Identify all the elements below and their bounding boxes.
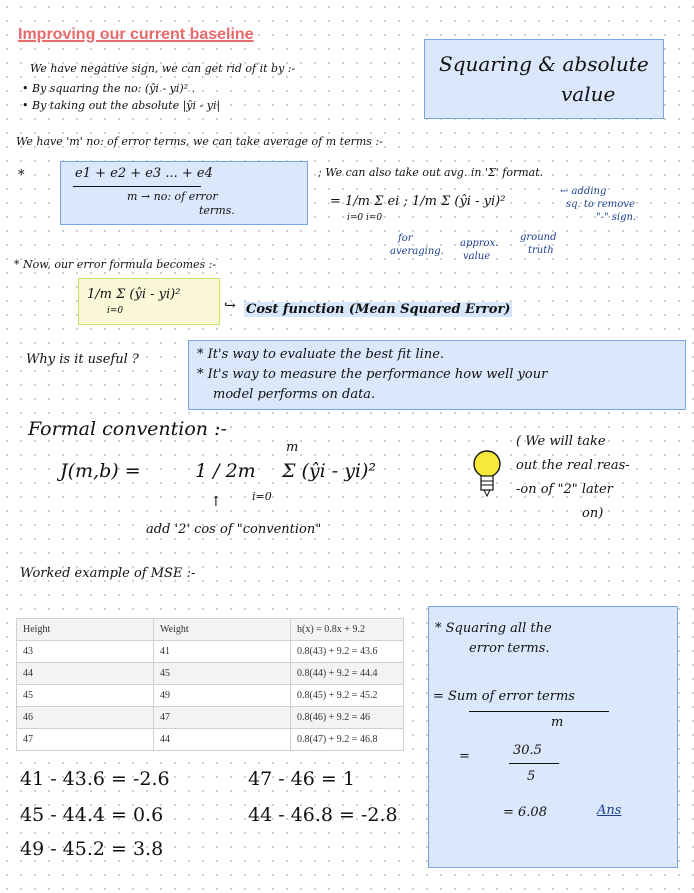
calc-row-4: 44 - 46.8 = -2.8 <box>248 804 398 826</box>
calc-row-1: 41 - 43.6 = -2.6 <box>20 768 170 790</box>
minus-sign-note: "-" sign. <box>596 212 637 223</box>
formal-convention-heading: Formal convention :- <box>28 418 227 440</box>
table-cell: 0.8(43) + 9.2 = 43.6 <box>291 641 404 663</box>
table-cell: 0.8(45) + 9.2 = 45.2 <box>291 685 404 707</box>
sign-note-bullet-square: • By squaring the no: (ŷi - yi)² . <box>22 82 196 95</box>
table-row <box>17 663 404 685</box>
up-arrow-icon: ↑ <box>210 494 222 510</box>
error-formula-box <box>78 278 220 325</box>
column-header-hx: h(x) = 0.8x + 9.2 <box>291 619 404 641</box>
sigma-limits: i=0 i=0 <box>347 213 383 223</box>
formal-sum-bottom: i=0 <box>252 490 272 503</box>
sign-note-intro: We have negative sign, we can get rid of it by :- <box>30 62 296 75</box>
table-cell: 41 <box>154 641 291 663</box>
error-formula-expr: 1/m Σ (ŷi - yi)² <box>87 287 181 302</box>
squaring-absolute-line1: Squaring & absolute <box>439 52 649 76</box>
table-cell: 46 <box>17 707 154 729</box>
ground-note: ground <box>520 232 557 243</box>
page-title: Improving our current baseline <box>18 26 254 43</box>
why-useful-point3: model performs on data. <box>213 387 376 402</box>
formal-sum: Σ (ŷi - yi)² <box>282 460 377 482</box>
truth-note: truth <box>528 245 554 256</box>
error-formula-limits: i=0 <box>107 306 124 316</box>
table-cell: 44 <box>154 729 291 751</box>
calc-row-5: 49 - 45.2 = 3.8 <box>20 838 164 860</box>
formal-add2-note: add '2' cos of "convention" <box>146 522 322 537</box>
table-row <box>17 641 404 663</box>
calc-row-3: 45 - 44.4 = 0.6 <box>20 804 164 826</box>
formal-note-line4: on) <box>582 506 604 521</box>
squaring-absolute-line2: value <box>561 82 616 106</box>
table-row <box>17 729 404 751</box>
cost-function-label <box>244 302 512 317</box>
sum-denominator-m: m <box>551 715 564 730</box>
sigma-formula: = 1/m Σ ei ; 1/m Σ (ŷi - yi)² <box>330 194 506 209</box>
mse-table <box>16 618 404 751</box>
approx-note: approx. <box>460 238 499 249</box>
squaring-sum-box <box>428 606 678 868</box>
table-row <box>17 685 404 707</box>
column-header-height: Height <box>17 619 154 641</box>
average-box <box>60 161 308 225</box>
value-note: value <box>463 251 491 262</box>
sq-remove-note: sq. to remove <box>566 199 635 210</box>
mse-result: = 6.08 <box>503 805 547 820</box>
table-row <box>17 707 404 729</box>
arrow-icon: ↪ <box>224 298 236 314</box>
star-marker: * <box>18 168 25 183</box>
table-cell: 0.8(47) + 9.2 = 46.8 <box>291 729 404 751</box>
formal-frac: 1 / 2m <box>195 460 256 482</box>
cost-function-text: Cost function (Mean Squared Error) <box>246 302 511 317</box>
squaring-line1: * Squaring all the <box>435 621 552 636</box>
why-useful-box <box>188 340 686 410</box>
fraction-bar <box>469 711 609 712</box>
squaring-line2: error terms. <box>469 641 550 656</box>
sum-denominator: 5 <box>527 769 536 784</box>
table-cell: 45 <box>17 685 154 707</box>
why-useful-point2: * It's way to measure the performance how well your <box>197 367 548 382</box>
fraction-bar <box>73 186 201 187</box>
average-denominator-note2: terms. <box>199 204 235 217</box>
average-denominator-note: m → no: of error <box>127 190 218 203</box>
table-cell: 43 <box>17 641 154 663</box>
formal-note-line2: out the real reas- <box>516 458 630 473</box>
averaging-note: averaging. <box>390 246 444 257</box>
why-useful-point1: * It's way to evaluate the best fit line. <box>197 347 445 362</box>
table-cell: 0.8(44) + 9.2 = 44.4 <box>291 663 404 685</box>
sign-note-bullet-absolute: • By taking out the absolute |ŷi - yi| <box>22 99 221 112</box>
calc-row-2: 47 - 46 = 1 <box>248 768 355 790</box>
table-cell: 47 <box>17 729 154 751</box>
formal-note-line3: -on of "2" later <box>516 482 613 497</box>
equals-sign: = <box>459 749 470 764</box>
table-cell: 44 <box>17 663 154 685</box>
formal-note-line1: ( We will take <box>516 434 606 449</box>
sigma-note-heading: ; We can also take out avg. in 'Σ' format. <box>318 166 544 179</box>
table-cell: 49 <box>154 685 291 707</box>
m-terms-note: We have 'm' no: of error terms, we can take average of m terms :- <box>16 135 383 148</box>
lightbulb-icon <box>470 446 504 502</box>
formal-sum-top: m <box>286 440 299 455</box>
answer-label: Ans <box>597 803 622 818</box>
table-header-row <box>17 619 404 641</box>
sum-of-error-terms: = Sum of error terms <box>433 689 575 704</box>
table-cell: 45 <box>154 663 291 685</box>
formal-lhs: J(m,b) = <box>60 460 141 482</box>
average-numerator: e1 + e2 + e3 ... + e4 <box>75 166 213 181</box>
fraction-bar <box>509 763 559 764</box>
worked-example-heading: Worked example of MSE :- <box>20 566 196 581</box>
table-cell: 47 <box>154 707 291 729</box>
for-note: for <box>398 233 413 244</box>
table-cell: 0.8(46) + 9.2 = 46 <box>291 707 404 729</box>
adding-note: ← adding <box>560 186 607 197</box>
error-formula-label: * Now, our error formula becomes :- <box>14 258 217 271</box>
sum-numerator: 30.5 <box>513 743 542 758</box>
squaring-absolute-box <box>424 39 664 119</box>
why-useful-question: Why is it useful ? <box>26 352 139 367</box>
column-header-weight: Weight <box>154 619 291 641</box>
